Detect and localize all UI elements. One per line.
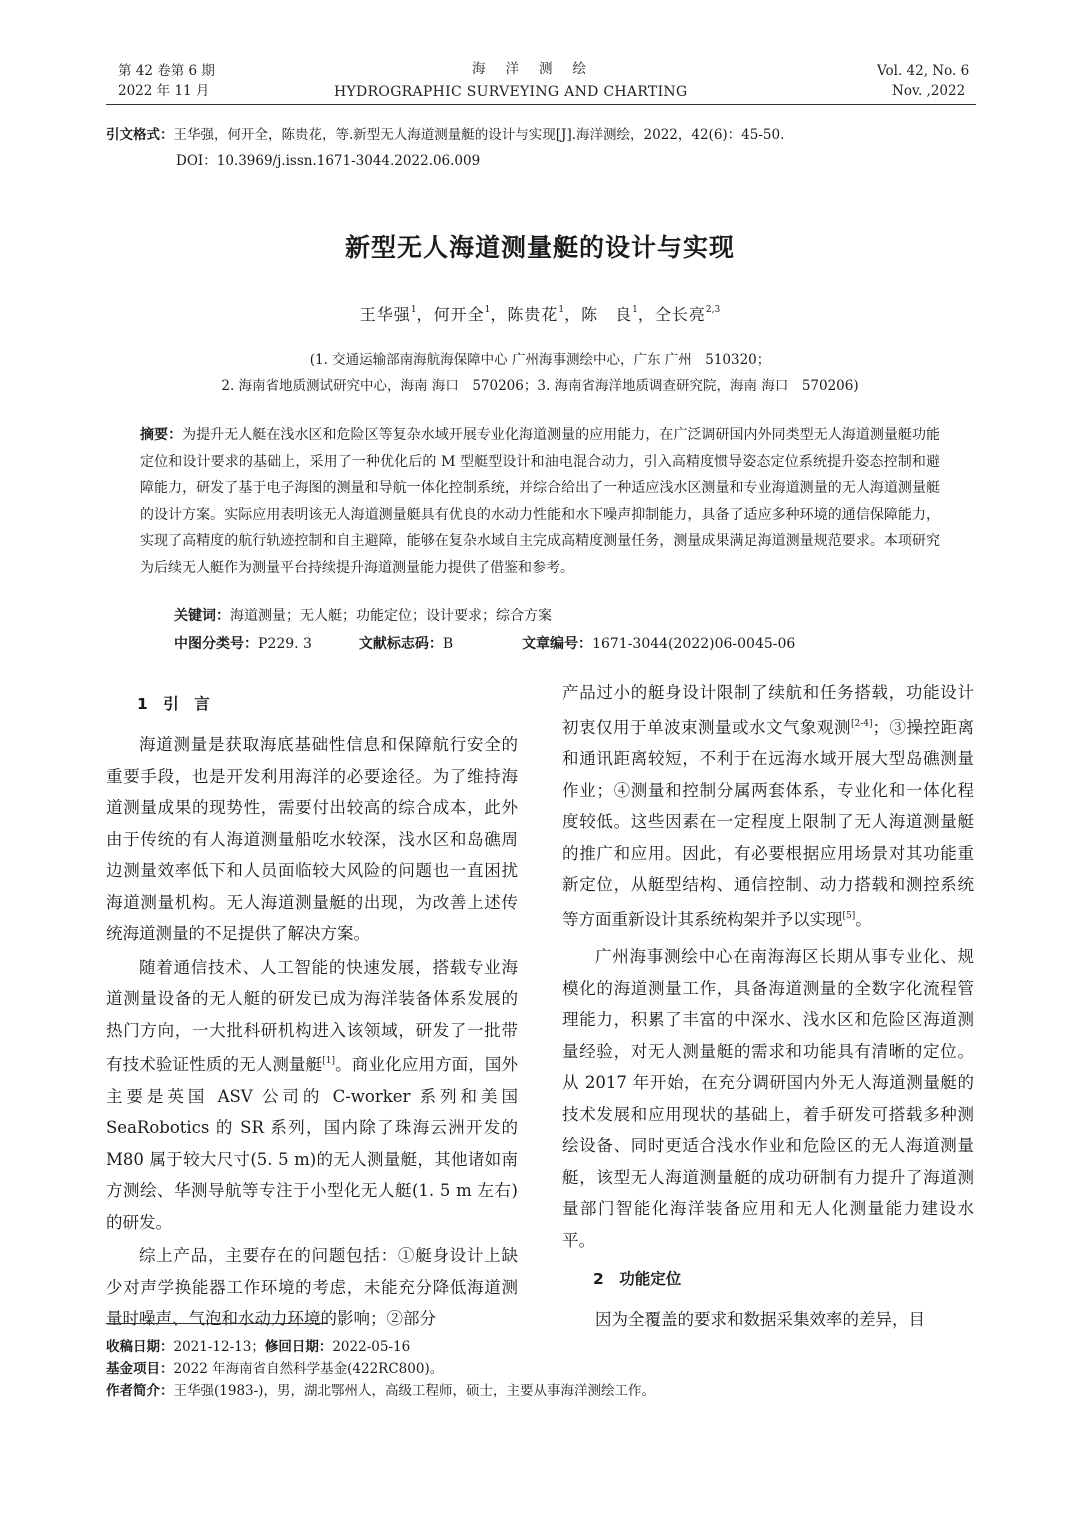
author-2: 何开全$^1$	[433, 305, 491, 324]
citation-line	[106, 122, 784, 148]
doi: DOI：10.3969/j.issn.1671-3044.2022.06.009	[176, 153, 481, 169]
citation-ref: [1]	[322, 1056, 336, 1066]
received-dates: 收稿日期：2021-12-13；修回日期：2022-05-16	[106, 1339, 411, 1355]
author-3: 陈贵花$^1$	[507, 305, 565, 324]
footnote-rule	[106, 1323, 328, 1324]
paper-title: 新型无人海道测量艇的设计与实现	[344, 233, 735, 262]
doc-code-value: B	[442, 636, 454, 652]
section-2-heading: 2 功能定位	[593, 1270, 682, 1288]
doc-code-label: 文献标志码：	[358, 636, 443, 652]
author-1: 王华强$^1$	[359, 305, 417, 324]
paragraph: 产品过小的艇身设计限制了续航和任务搭载，功能设计初衷仅用于单波束测量或水文气象观测[2-4]；③操控距离和通讯距离较短，不利于在远海水域开展大型岛礁测量作业；④测量和控制分属两套体系，专业化和一体化程度较低。这些因素在一定程度上限制了无人海道测量艇的推广和应用。因此，有必要根据应用场景对其功能重新定位，从艇型结构、通信控制、动力搭载和测控系统等方面重新设计其系统构架并予以实现[5]。	[562, 683, 975, 929]
article-number-label: 文章编号：	[522, 636, 593, 652]
keywords-text: 海道测量；无人艇；功能定位；设计要求；综合方案	[230, 608, 552, 624]
paragraph: 综上产品，主要存在的问题包括：①艇身设计上缺少对声学换能器工作环境的考虑，未能充分降低海道测量时噪声、气泡和水动力环境的影响；②部分	[106, 1246, 518, 1328]
section-1-heading: 1 引 言	[137, 695, 210, 713]
citation-ref: [2-4]	[851, 718, 873, 729]
author-5: 仝长亮$^{2,3}$	[654, 305, 721, 324]
classification-row	[174, 631, 795, 657]
clc-value: P229. 3	[258, 636, 312, 652]
header-date-en: Nov. ,2022	[892, 83, 966, 99]
author-list: 王华强$^1$，何开全$^1$，陈贵花$^1$，陈 良$^1$，仝长亮$^{2,3}$	[359, 305, 721, 324]
abstract-text: 为提升无人艇在浅水区和危险区等复杂水域开展专业化海道测量的应用能力，在广泛调研国内外同类型无人海道测量艇功能定位和设计要求的基础上，采用了一种优化后的 M 型艇型设计和油电混合动力，引入高精度惯导姿态定位系统提升姿态控制和避障能力，研发了基于电子海图的测量和导航一体化控制系统，并综合给出了一种适应浅水区测量和专业海道测量的无人海道测量艇的设计方案。实际应用表明该无人海道测量艇具有优良的水动力性能和水下噪声抑制能力，具备了适应多种环境的通信保障能力，实现了高精度的航行轨迹控制和自主避障，能够在复杂水域自主完成高精度测量任务，测量成果满足海道测量规范要求。本项研究为后续无人艇作为测量平台持续提升海道测量能力提供了借鉴和参考。	[140, 427, 940, 576]
header-rule	[106, 104, 976, 105]
keywords	[174, 603, 552, 629]
paragraph: 随着通信技术、人工智能的快速发展，搭载专业海道测量设备的无人艇的研发已成为海洋装备体系发展的热门方向，一大批科研机构进入该领域，研发了一批带有技术验证性质的无人测量艇[1]。商业化应用方面，国外主要是英国 ASV 公司的 C-worker 系列和美国 SeaRobotics 的 SR 系列，国内除了珠海云洲开发的 M80 属于较大尺寸(5. 5 m)的无人测量艇，其他诸如南方测绘、华测导航等专注于小型化无人艇(1. 5 m 左右)的研发。	[106, 957, 519, 1232]
paragraph: 海道测量是获取海底基础性信息和保障航行安全的重要手段，也是开发利用海洋的必要途径。为了维持海道测量成果的现势性，需要付出较高的综合成本，此外由于传统的有人海道测量船吃水较深，浅水区和岛礁周边测量效率低下和人员面临较大风险的问题也一直困扰海道测量机构。无人海道测量艇的出现，为改善上述传统海道测量的不足提供了解决方案。	[106, 735, 518, 943]
keywords-label: 关键词：	[174, 608, 230, 624]
author-4: 陈 良$^1$	[581, 305, 638, 324]
left-column	[106, 689, 518, 1335]
right-column	[562, 677, 974, 1336]
citation-text: 王华强，何开全，陈贵花，等.新型无人海道测量艇的设计与实现[J].海洋测绘，2022，42(6)：45-50.	[173, 127, 785, 143]
header-volume: 第 42 卷第 6 期	[118, 63, 215, 79]
citation-ref: [5]	[842, 910, 856, 921]
author-bio: 作者简介：王华强(1983-)，男，湖北鄂州人，高级工程师，硕士，主要从事海洋测绘工作。	[106, 1383, 655, 1399]
clc-label: 中图分类号：	[174, 636, 258, 652]
header-volume-en: Vol. 42, No. 6	[877, 63, 970, 79]
funding: 基金项目：2022 年海南省自然科学基金(422RC800)。	[106, 1361, 444, 1377]
citation-label: 引文格式：	[106, 127, 174, 143]
paragraph: 因为全覆盖的要求和数据采集效率的差异，目	[595, 1310, 925, 1329]
abstract-label: 摘要：	[140, 427, 183, 443]
abstract	[140, 422, 940, 581]
article-number-value: 1671-3044(2022)06-0045-06	[592, 636, 796, 652]
paragraph: 广州海事测绘中心在南海海区长期从事专业化、规模化的海道测量工作，具备海道测量的全数字化流程管理能力，积累了丰富的中深水、浅水区和危险区海道测量经验，对无人测量艇的需求和功能具有清晰的定位。从 2017 年开始，在充分调研国内外无人海道测量艇的技术发展和应用现状的基础上，着手研发可搭载多种测绘设备、同时更适合浅水作业和危险区的无人海道测量艇，该型无人海道测量艇的成功研制有力提升了海道测量部门智能化海洋装备应用和无人化测量能力建设水平。	[562, 947, 974, 1250]
affiliation-line-2: 2. 海南省地质测试研究中心，海南 海口 570206；3. 海南省海洋地质调查研究院，海南 海口 570206)	[221, 378, 859, 394]
journal-title-cn: 海洋测绘	[472, 61, 606, 77]
affiliation-line-1: (1. 交通运输部南海航海保障中心 广州海事测绘中心，广东 广州 510320；	[309, 352, 771, 368]
journal-title-en: HYDROGRAPHIC SURVEYING AND CHARTING	[334, 84, 688, 100]
header-date: 2022 年 11 月	[118, 83, 210, 99]
